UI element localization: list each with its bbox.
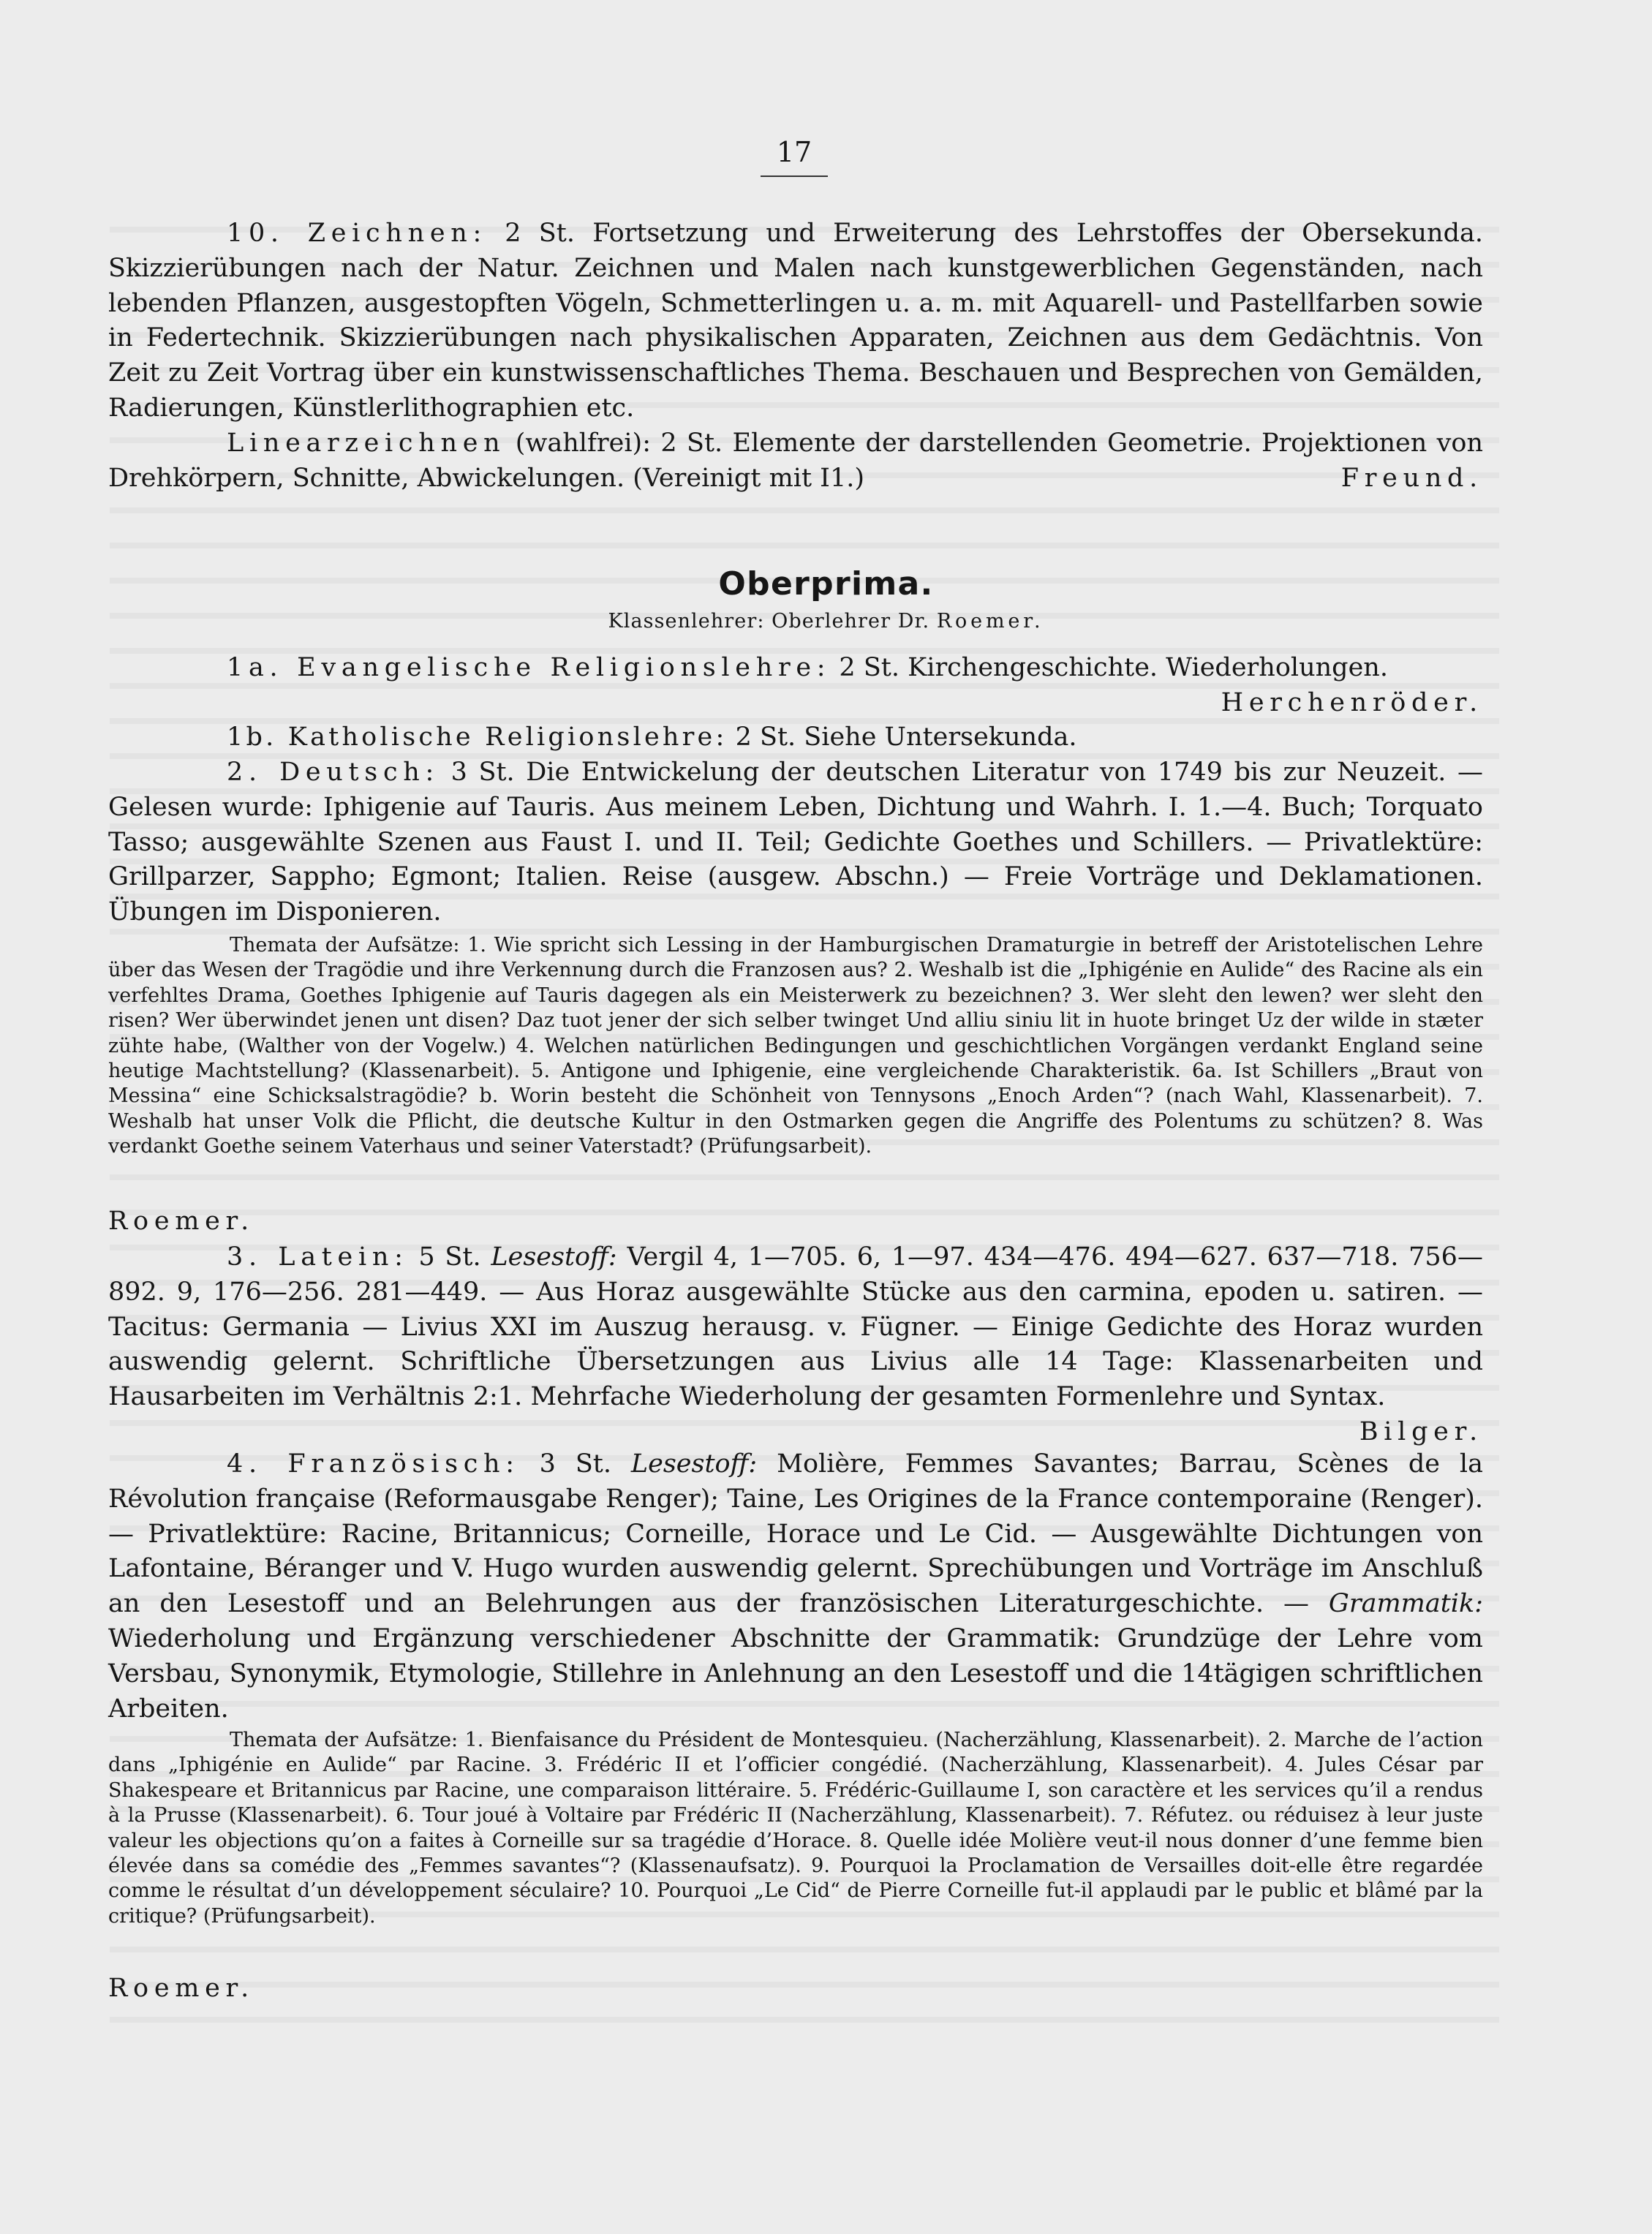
evangelische-label: 1a. Evangelische Religionslehre: xyxy=(227,653,831,682)
linearzeichnen-text: (wahlfrei): 2 St. Elemente der darstellenden Geometrie. Projektionen von Drehkörpern, Schnitte, Abwickelungen. (Vereinigt mit I1.) xyxy=(108,429,1483,493)
linearzeichnen-label: Linearzeichnen xyxy=(227,429,506,458)
franzoesisch-themes-text: Themata der Aufsätze: 1. Bienfaisance du Président de Montesquieu. (Nacherzählung, Klassenarbeit). 2. Marche de l’action dans „Iphigénie en Aulide“ par Racine. 3. Frédéric II et l’officier congédié. (Nacherzählung, Klassenarbeit). 4. Jules César par Shakespeare et Britannicus par Racine, une comparaison littéraire. 5. Frédéric-Guillaume I, son caractère et les services qu’il a rendus à la Prusse (Klassenarbeit). 6. Tour joué à Voltaire par Frédéric II (Nacherzählung, Klassenarbeit). 7. Réfutez. ou réduisez à leur juste valeur les objections qu’on a faites à Corneille sur sa tragédie d’Horace. 8. Quelle idée Molière veut-il nous donner d’une femme bien élevée dans sa comédie des „Femmes savantes“? (Klassenaufsatz). 9. Pourquoi la Proclamation de Versailles doit-elle être regardée comme le résultat d’un développement séculaire? 10. Pourquoi „Le Cid“ de Pierre Corneille fut-il applaudi par le public et blâmé par la critique? (Prüfungsarbeit). xyxy=(108,1729,1483,1928)
latein-label: 3. Latein: xyxy=(227,1242,409,1272)
latein-text1: 5 St. xyxy=(418,1242,481,1272)
katholische-text: 2 St. Siehe Untersekunda. xyxy=(735,722,1077,752)
franzoesisch-themes xyxy=(108,1728,1483,1929)
katholische-label: 1b. Katholische Religionslehre: xyxy=(227,722,728,752)
zeichnen-label: 10. Zeichnen: xyxy=(227,219,487,248)
franzoesisch-teacher: Roemer. xyxy=(108,1974,254,2003)
franzoesisch-text2: Molière, Femmes Savantes; Barrau, Scènes de la Révolution française (Reformausgabe Renger); Taine, Les Origines de la France contemporaine (Renger). — Privatlektüre: Racine, Britannicus; Corneille, Horace und Le Cid. — Ausgewählte Dichtungen von Lafontaine, Béranger und V. Hugo wurden auswendig gelernt. Sprechübungen und Vorträge im Anschluß an den Lesestoff und an Belehrungen aus der französischen Literaturgeschichte. — xyxy=(108,1449,1483,1619)
franzoesisch-grammatik: Grammatik: xyxy=(1328,1589,1483,1619)
latein-lesestoff: Lesestoff: xyxy=(491,1242,617,1272)
katholische-religionslehre-paragraph xyxy=(108,720,1483,755)
zeichnen-teacher: Freund. xyxy=(1340,463,1483,493)
deutsch-paragraph xyxy=(108,755,1483,930)
deutsch-themes-text: Themata der Aufsätze: 1. Wie spricht sich Lessing in der Hamburgischen Dramaturgie in betreff der Aristotelischen Lehre über das Wesen der Tragödie und ihre Verkennung durch die Franzosen aus? 2. Weshalb ist die „Iphigénie en Aulide“ des Racine als ein verfehltes Drama, Goethes Iphigenie auf Tauris dagegen als ein Meisterwerk zu bezeichnen? 3. Wer sleht den lewen? wer sleht den risen? Wer überwindet jenen unt disen? Daz tuot jener der sich selber twinget Und alliu siniu lit in huote bringet Uz der wilde in stæter zühte habe, (Walther von der Vogelw.) 4. Welchen natürlichen Bedingungen und geschichtlichen Vorgängen verdankt England seine heutige Machtstellung? (Klassenarbeit). 5. Antigone und Iphigenie, eine vergleichende Charakteristik. 6a. Ist Schillers „Braut von Messina“ eine Schicksalstragödie? b. Worin besteht die Schönheit von Tennysons „Enoch Arden“? (nach Wahl, Klassenarbeit). 7. Weshalb hat unser Volk die Pflicht, die deutsche Kultur in den Ostmarken gegen die Angriffe des Polentums zu schützen? 8. Was verdankt Goethe seinem Vaterhaus und seiner Vaterstadt? (Prüfungsarbeit). xyxy=(108,934,1483,1158)
deutsch-text: 3 St. Die Entwickelung der deutschen Literatur von 1749 bis zur Neuzeit. — Gelesen wurde: Iphigenie auf Tauris. Aus meinem Leben, Dichtung und Wahrh. I. 1.—4. Buch; Torquato Tasso; ausgewählte Szenen aus Faust I. und II. Teil; Gedichte Goethes und Schillers. — Privatlektüre: Grillparzer, Sappho; Egmont; Italien. Reise (ausgew. Abschn.) — Freie Vorträge und Deklamationen. Übungen im Disponieren. xyxy=(108,758,1483,927)
franzoesisch-text1: 3 St. xyxy=(539,1449,611,1479)
franzoesisch-paragraph xyxy=(108,1447,1483,1727)
zeichnen-paragraph xyxy=(108,216,1483,426)
deutsch-themes xyxy=(108,933,1483,1160)
linearzeichnen-paragraph xyxy=(108,426,1483,497)
page-number: 17 xyxy=(776,136,812,168)
class-teacher-name: Roemer. xyxy=(936,610,1044,633)
evangelische-teacher: Herchenröder. xyxy=(1221,687,1483,717)
latein-text2: Vergil 4, 1—705. 6, 1—97. 434—476. 494—627. 637—718. 756—892. 9, 176—256. 281—449. — Aus Horaz ausgewählte Stücke aus den carmina, epoden u. satiren. — Tacitus: Germania — Livius XXI im Auszug herausg. v. Fügner. — Einige Gedichte des Horaz wurden auswendig gelernt. Schriftliche Übersetzungen aus Livius alle 14 Tage: Klassenarbeiten und Hausarbeiten im Verhältnis 2:1. Mehrfache Wiederholung der gesamten Formenlehre und Syntax. xyxy=(108,1242,1483,1412)
deutsch-teacher: Roemer. xyxy=(108,1207,254,1236)
zeichnen-text: 2 St. Fortsetzung und Erweiterung des Lehrstoffes der Obersekunda. Skizzierübungen nach der Natur. Zeichnen und Malen nach kunstgewerblichen Gegenständen, nach lebenden Pflanzen, ausgestopften Vögeln, Schmetterlingen u. a. m. mit Aquarell- und Pastellfarben sowie in Federtechnik. Skizzierübungen nach physikalischen Apparaten, Zeichnen aus dem Gedächtnis. Von Zeit zu Zeit Vortrag über ein kunstwissenschaftliches Thema. Beschauen und Besprechen von Gemälden, Radierungen, Künstlerlithographien etc. xyxy=(108,219,1483,423)
class-teacher-label: Klassenlehrer: Oberlehrer Dr. xyxy=(608,610,930,633)
franzoesisch-text3: Wiederholung und Ergänzung verschiedener Abschnitte der Grammatik: Grundzüge der Lehre vom Versbau, Synonymik, Etymologie, Stillehre in Anlehnung an den Lesestoff und die 14tägigen schriftlichen Arbeiten. xyxy=(108,1623,1483,1724)
section-heading: Oberprima. xyxy=(718,565,934,603)
evangelische-text: 2 St. Kirchengeschichte. Wiederholungen. xyxy=(839,653,1388,682)
latein-paragraph xyxy=(108,1240,1483,1450)
page-number-rule xyxy=(761,176,828,177)
class-teacher-line xyxy=(0,608,1652,635)
evangelische-religionslehre-paragraph xyxy=(108,651,1483,721)
franzoesisch-lesestoff: Lesestoff: xyxy=(630,1449,758,1479)
franzoesisch-label: 4. Französisch: xyxy=(227,1449,520,1479)
latein-teacher: Bilger. xyxy=(1359,1416,1483,1446)
deutsch-label: 2. Deutsch: xyxy=(227,758,440,787)
